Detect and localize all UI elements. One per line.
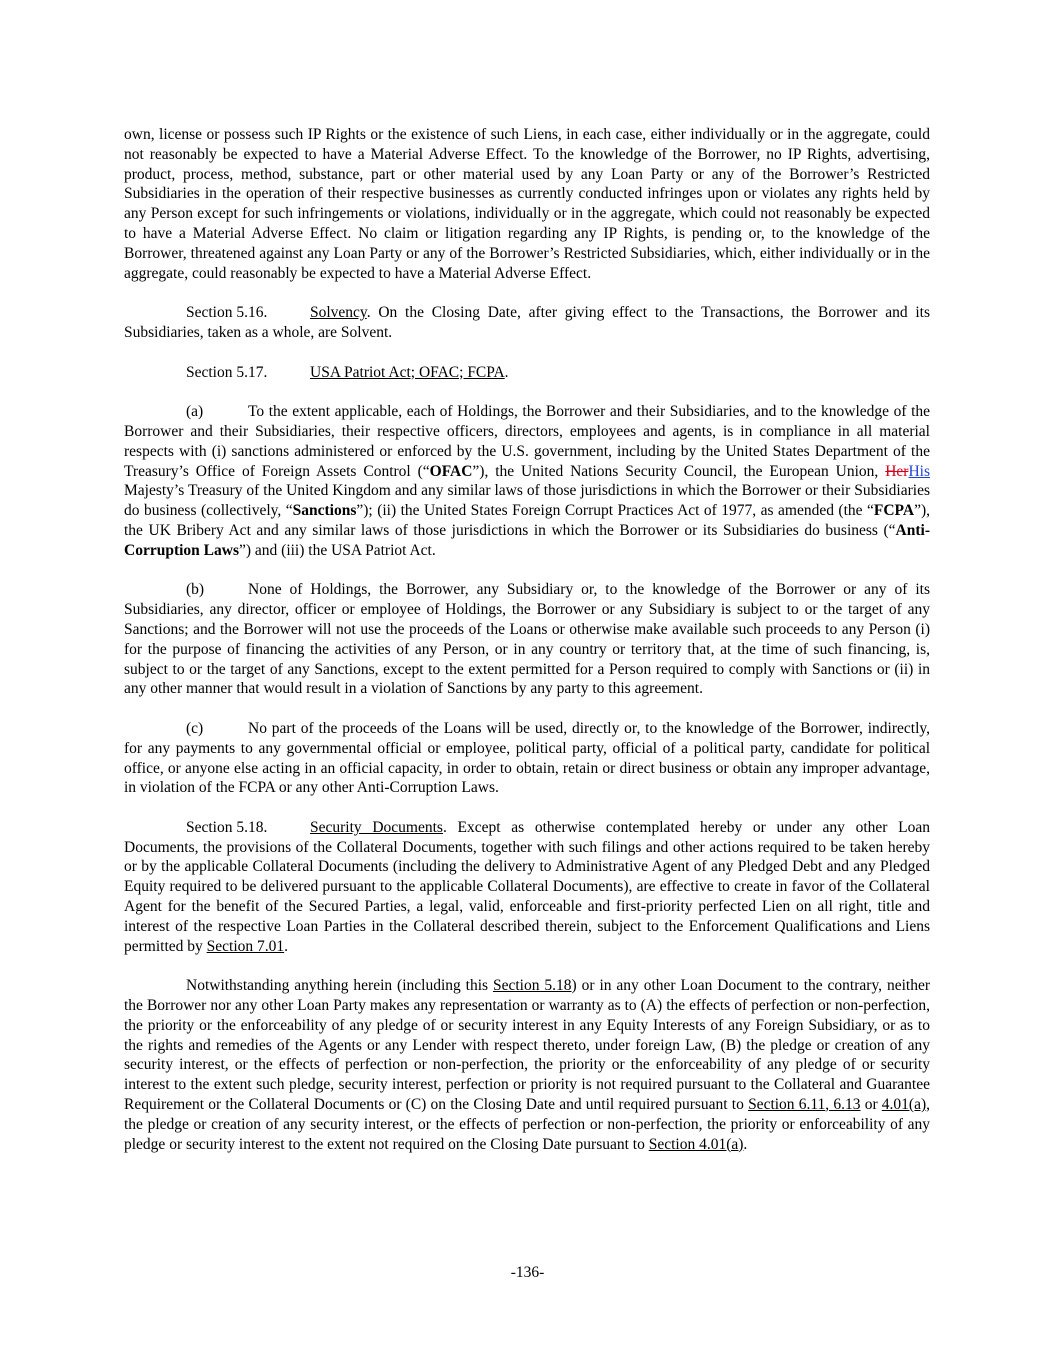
- paragraph-end: .: [743, 1135, 748, 1153]
- cross-reference-link[interactable]: Section 5.18: [493, 977, 572, 995]
- section-title-period: .: [504, 363, 509, 381]
- clause-text: To the extent applicable, each of Holdings, the Borrower and their Subsidiaries, and to the knowledge of the Borrower and their Subsidiaries, their respective officers, directors, employees and agents, is in compliance in all material respects with (i) sanctions administered or enforced by the U.S. government, including by the United States Department of the Treasury’s Office of Foreign Assets Control (“: [124, 403, 930, 480]
- section-text-end: .: [284, 937, 289, 955]
- document-page: [124, 125, 930, 1174]
- section-text: . On the Closing Date, after giving effect to the Transactions, the Borrower and its Subsidiaries, taken as a whole, are Solvent.: [124, 304, 930, 341]
- section-title-solvency: Solvency: [310, 304, 367, 322]
- clause-a: [124, 402, 930, 560]
- deleted-text: Her: [885, 462, 909, 480]
- paragraph-text: ) or in any other Loan Document to the contrary, neither the Borrower nor any other Loan Party makes any representation or warranty as to (A) the effects of perfection or non-perfection, the priority or the enforceability of any pledge of or security interest in any Equity Interests of any Foreign Subsidiary, or as to the rights and remedies of the Agents or any Lender with respect thereto, under foreign Law, (B) the pledge or creation of any security interest, or the effects of perfection or non-perfection, the priority or the enforceability of any pledge of or security interest to the extent such pledge, security interest, perfection or priority is not required pursuant to the Collateral and Guarantee Requirement or the Collateral Documents or (C) on the Closing Date and until required pursuant to: [124, 977, 931, 1114]
- clause-c: [124, 719, 930, 798]
- cross-reference-link[interactable]: 4.01(a): [881, 1096, 927, 1114]
- inserted-text: His: [908, 462, 930, 480]
- section-title-security-documents: Security Documents: [310, 818, 443, 836]
- clause-label: (b): [186, 581, 205, 599]
- defined-term-fcpa: FCPA: [873, 502, 915, 520]
- defined-term-anti-corruption-laws: Anti-Corruption Laws: [124, 521, 930, 559]
- clause-text: Majesty’s Treasury of the United Kingdom and any similar laws of those jurisdictions in which the Borrower or their Subsidiaries do business (collectively, “: [124, 482, 930, 520]
- clause-text: No part of the proceeds of the Loans will be used, directly or, to the knowledge of the Borrower, indirectly, for any payments to any governmental official or employee, political party, official of a political party, candidate for political office, or anyone else acting in an official capacity, in order to obtain, retain or direct business or obtain any improper advantage, in violation of the FCPA or any other Anti-Corruption Laws.: [124, 719, 930, 797]
- clause-label: (a): [186, 403, 204, 421]
- section-number: Section 5.16.: [186, 304, 268, 322]
- page-number: -136-: [510, 1264, 545, 1281]
- clause-text: ”); (ii) the United States Foreign Corrupt Practices Act of 1977, as amended (the “: [356, 502, 874, 520]
- cross-reference-link[interactable]: Section 7.01: [206, 937, 285, 955]
- section-5-16: [124, 303, 930, 343]
- section-title-patriot-act: USA Patriot Act; OFAC; FCPA: [310, 363, 505, 381]
- intro-paragraph: [124, 125, 930, 283]
- section-number: Section 5.18.: [186, 818, 268, 836]
- defined-term-ofac: OFAC: [429, 462, 473, 480]
- separator: ,: [825, 1096, 834, 1114]
- intro-text: own, license or possess such IP Rights or the existence of such Liens, in each case, either individually or in the aggregate, could not reasonably be expected to have a Material Adverse Effect. To the knowledge of the Borrower, no IP Rights, advertising, product, process, method, substance, part or other material used by any Loan Party or any of the Borrower’s Restricted Subsidiaries in the operation of their respective businesses as currently conducted infringes upon or violates any rights held by any Person except for such infringements or violations, individually or in the aggregate, which could not reasonably be expected to have a Material Adverse Effect. No claim or litigation regarding any IP Rights, is pending or, to the knowledge of the Borrower, threatened against any Loan Party or any of the Borrower’s Restricted Subsidiaries, which, either individually or in the aggregate, could reasonably be expected to have a Material Adverse Effect.: [124, 126, 930, 282]
- defined-term-sanctions: Sanctions: [292, 502, 357, 520]
- section-number: Section 5.17.: [186, 363, 268, 381]
- section-text: . Except as otherwise contemplated hereby or under any other Loan Documents, the provisions of the Collateral Documents, together with such filings and other actions required to be taken hereby or by the applicable Collateral Documents (including the delivery to Administrative Agent of any Pledged Debt and any Pledged Equity required to be delivered pursuant to the applicable Collateral Documents), are effective to create in favor of the Collateral Agent for the benefit of the Secured Parties, a legal, valid, enforceable and first-priority perfected Lien on all right, title and interest of the respective Loan Parties in the Collateral described therein, subject to the Enforcement Qualifications and Liens permitted by: [124, 818, 930, 955]
- section-5-18: [124, 818, 930, 957]
- notwithstanding-paragraph: [124, 976, 930, 1154]
- clause-text: ”), the United Nations Security Council, the European Union,: [472, 462, 886, 480]
- clause-label: (c): [186, 719, 204, 737]
- cross-reference-link[interactable]: Section 6.11: [748, 1096, 826, 1114]
- clause-text: ”) and (iii) the USA Patriot Act.: [238, 541, 436, 559]
- cross-reference-link[interactable]: 6.13: [833, 1096, 861, 1114]
- section-5-17: [124, 363, 930, 383]
- clause-text: None of Holdings, the Borrower, any Subsidiary or, to the knowledge of the Borrower or any of its Subsidiaries, any director, officer or employee of Holdings, the Borrower or any Subsidiary is subject to or the target of any Sanctions; and the Borrower will not use the proceeds of the Loans or otherwise make available such proceeds to any Person (i) for the purpose of financing the activities of any Person, or in any country or territory that, at the time of such financing, is, subject to or the target of any Sanctions, except to the extent permitted for a Person required to comply with Sanctions or (ii) in any other manner that would result in a violation of Sanctions by any party to this agreement.: [124, 581, 930, 698]
- clause-text: ”), the UK Bribery Act and any similar laws of those jurisdictions in which the Borrower or its Subsidiaries do business (“: [124, 502, 930, 539]
- separator: or: [860, 1096, 882, 1114]
- paragraph-text: , the pledge or creation of any security interest, or the effects of perfection or non-perfection, the priority or enforceability of any pledge or security interest to the extent not required on the Closing Date pursuant to: [124, 1096, 930, 1153]
- paragraph-text: Notwithstanding anything herein (including this: [186, 977, 493, 995]
- cross-reference-link[interactable]: Section 4.01(a): [648, 1135, 744, 1153]
- clause-b: [124, 580, 930, 699]
